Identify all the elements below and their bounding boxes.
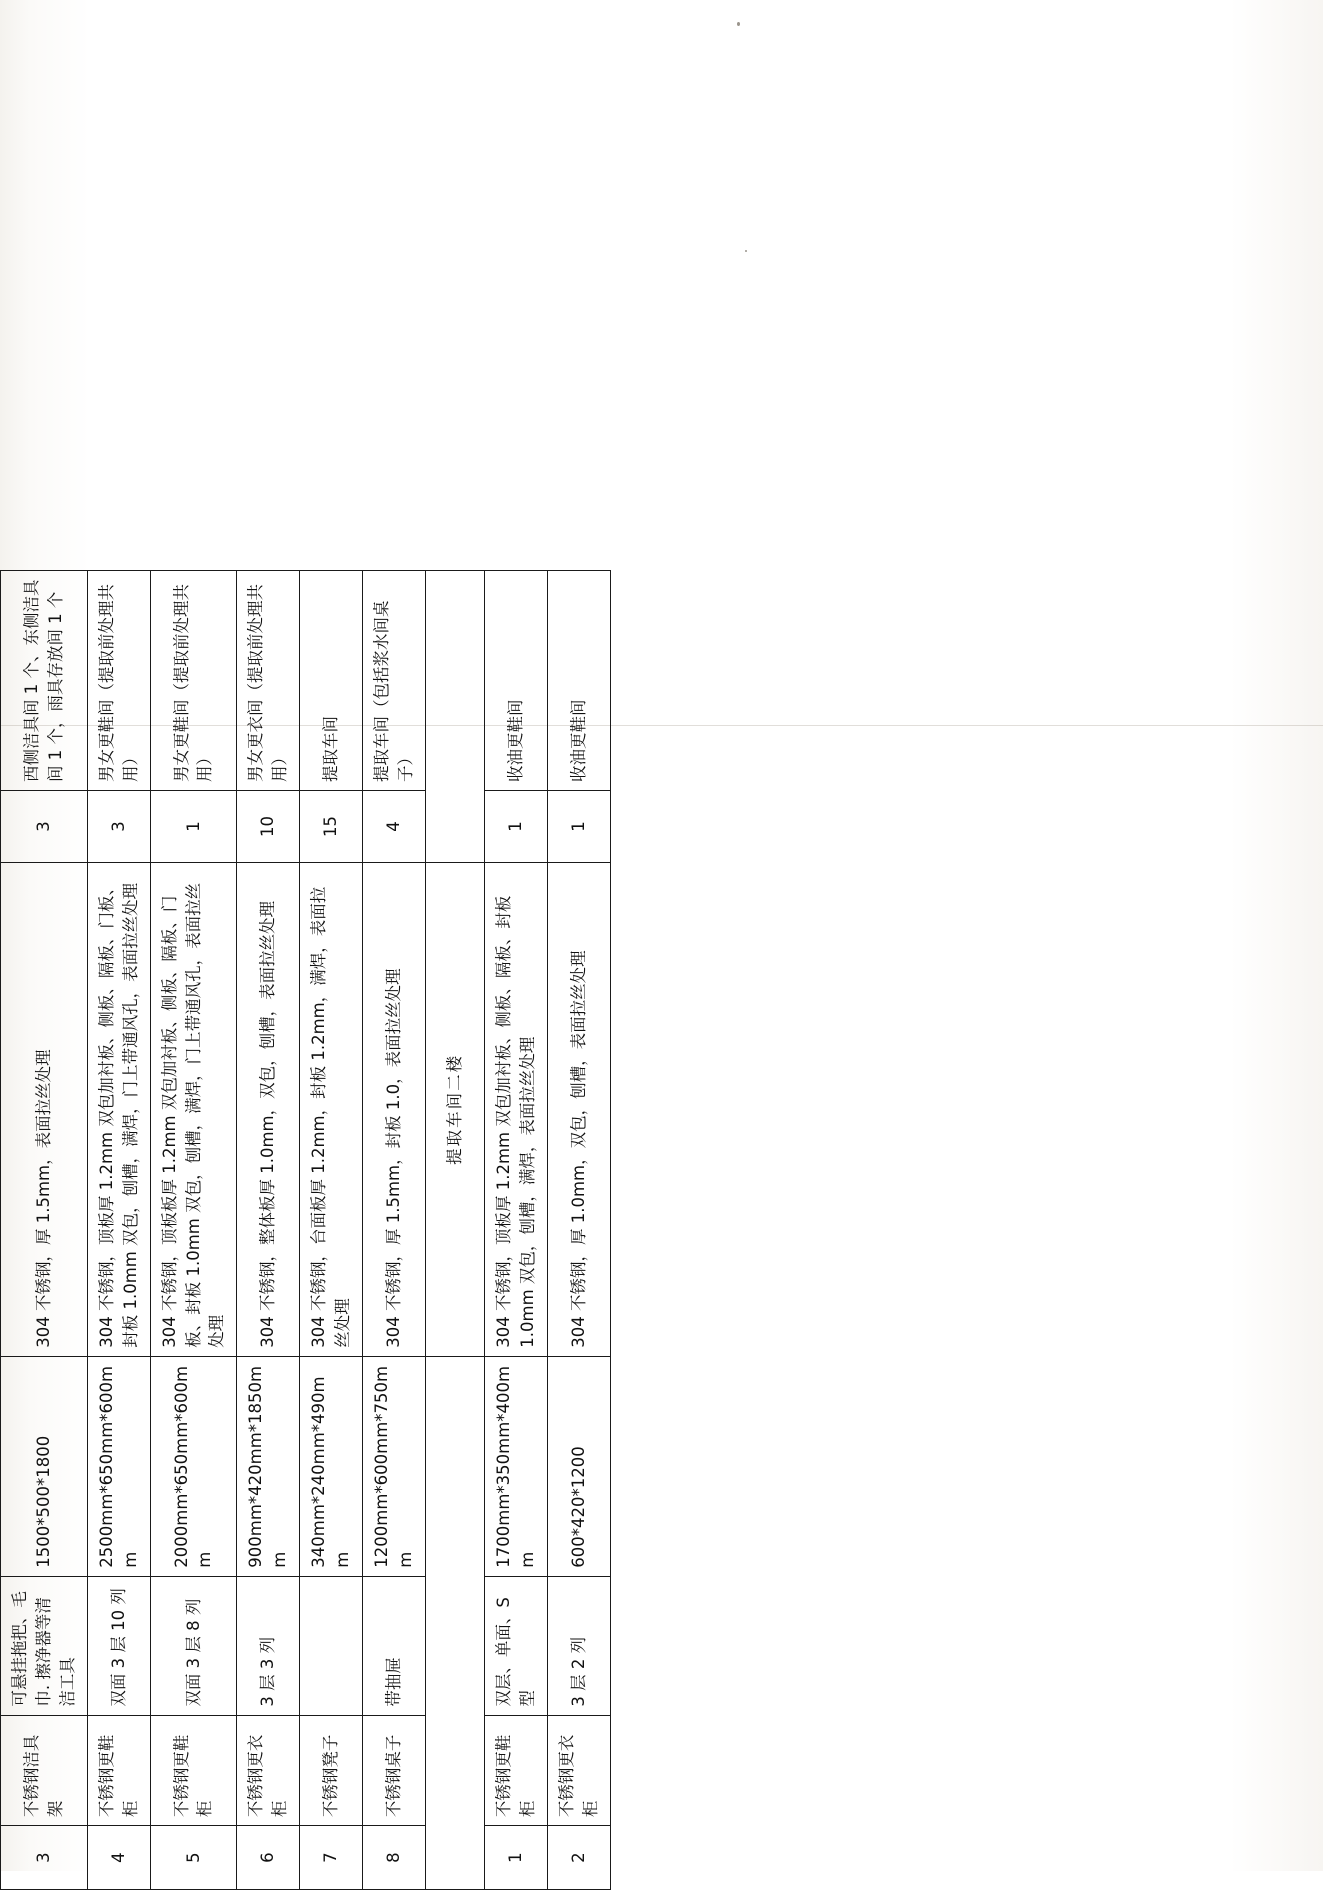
row-quantity: 1 xyxy=(150,791,237,863)
row-quantity: 3 xyxy=(1,791,88,863)
table-row xyxy=(300,571,363,1890)
row-dimension: 1700mm*350mm*400mm xyxy=(484,1356,547,1576)
section-blank-loc xyxy=(425,571,484,791)
row-name: 不锈钢更衣柜 xyxy=(237,1715,300,1826)
row-index: 1 xyxy=(484,1826,547,1890)
row-spec: 可悬挂拖把、毛巾. 擦净器等清洁工具 xyxy=(1,1576,88,1715)
table-row xyxy=(547,571,610,1890)
row-quantity: 15 xyxy=(300,791,363,863)
row-dimension: 1500*500*1800 xyxy=(1,1356,88,1576)
row-name: 不锈钢更鞋柜 xyxy=(87,1715,150,1826)
row-name: 不锈钢凳子 xyxy=(300,1715,363,1826)
row-dimension: 600*420*1200 xyxy=(547,1356,610,1576)
row-location: 男女更鞋间（提取前处理共用） xyxy=(150,571,237,791)
row-material: 304 不锈钢，顶板厚 1.2mm 双包加衬板、侧板、隔板、封板 1.0mm 双包，刨槽，满焊，表面拉丝处理 xyxy=(484,863,547,1357)
table-row xyxy=(87,571,150,1890)
row-index: 5 xyxy=(150,1826,237,1890)
table-row xyxy=(150,571,237,1890)
table-row xyxy=(363,571,426,1890)
row-location: 西侧洁具间 1 个、东侧洁具间 1 个，雨具存放间 1 个 xyxy=(1,571,88,791)
row-material: 304 不锈钢，整体板厚 1.0mm，双包，刨槽，表面拉丝处理 xyxy=(237,863,300,1357)
row-quantity: 4 xyxy=(363,791,426,863)
scan-speck xyxy=(745,250,747,252)
row-index: 7 xyxy=(300,1826,363,1890)
row-dimension: 340mm*240mm*490mm xyxy=(300,1356,363,1576)
row-index: 4 xyxy=(87,1826,150,1890)
row-material: 304 不锈钢，厚 1.5mm，封板 1.0，表面拉丝处理 xyxy=(363,863,426,1357)
row-material: 304 不锈钢，厚 1.0mm，双包，刨槽，表面拉丝处理 xyxy=(547,863,610,1357)
section-header-row xyxy=(425,571,484,1890)
row-name: 不锈钢洁具架 xyxy=(1,1715,88,1826)
row-spec: 3 层 3 列 xyxy=(237,1576,300,1715)
rotated-table-container xyxy=(0,570,800,1890)
row-location: 男女更衣间（提取前处理共用） xyxy=(237,571,300,791)
row-material: 304 不锈钢，台面板厚 1.2mm，封板 1.2mm，满焊，表面拉丝处理 xyxy=(300,863,363,1357)
row-location: 收油更鞋间 xyxy=(484,571,547,791)
section-blank-cell xyxy=(425,1356,484,1889)
table-row xyxy=(1,571,88,1890)
scan-speck xyxy=(737,22,740,26)
row-index: 6 xyxy=(237,1826,300,1890)
row-location: 收油更鞋间 xyxy=(547,571,610,791)
row-name: 不锈钢更鞋柜 xyxy=(484,1715,547,1826)
row-dimension: 2500mm*650mm*600mm xyxy=(87,1356,150,1576)
equipment-table xyxy=(0,570,611,1890)
row-index: 3 xyxy=(1,1826,88,1890)
row-material: 304 不锈钢，厚 1.5mm，表面拉丝处理 xyxy=(1,863,88,1357)
section-blank-qty xyxy=(425,791,484,863)
row-quantity: 10 xyxy=(237,791,300,863)
row-spec: 双面 3 层 10 列 xyxy=(87,1576,150,1715)
row-spec: 双层、单面、S 型 xyxy=(484,1576,547,1715)
row-spec: 带抽屉 xyxy=(363,1576,426,1715)
row-location: 男女更鞋间（提取前处理共用） xyxy=(87,571,150,791)
section-title: 提取车间二楼 xyxy=(425,863,484,1357)
row-location: 提取车间 xyxy=(300,571,363,791)
row-material: 304 不锈钢，顶板板厚 1.2mm 双包加衬板、侧板、隔板、门板、封板 1.0mm 双包，刨槽，满焊，门上带通风孔，表面拉丝处理 xyxy=(150,863,237,1357)
row-quantity: 1 xyxy=(547,791,610,863)
table-row xyxy=(237,571,300,1890)
row-dimension: 900mm*420mm*1850mm xyxy=(237,1356,300,1576)
row-quantity: 1 xyxy=(484,791,547,863)
row-name: 不锈钢更衣柜 xyxy=(547,1715,610,1826)
row-spec: 双面 3 层 8 列 xyxy=(150,1576,237,1715)
row-index: 8 xyxy=(363,1826,426,1890)
row-location: 提取车间（包括浆水间桌子） xyxy=(363,571,426,791)
row-index: 2 xyxy=(547,1826,610,1890)
row-name: 不锈钢桌子 xyxy=(363,1715,426,1826)
row-quantity: 3 xyxy=(87,791,150,863)
row-name: 不锈钢更鞋柜 xyxy=(150,1715,237,1826)
row-dimension: 2000mm*650mm*600mm xyxy=(150,1356,237,1576)
row-dimension: 1200mm*600mm*750mm xyxy=(363,1356,426,1576)
table-row xyxy=(484,571,547,1890)
row-spec: 3 层 2 列 xyxy=(547,1576,610,1715)
row-material: 304 不锈钢，顶板厚 1.2mm 双包加衬板、侧板、隔板、门板、封板 1.0mm 双包，刨槽，满焊，门上带通风孔，表面拉丝处理 xyxy=(87,863,150,1357)
row-spec xyxy=(300,1576,363,1715)
